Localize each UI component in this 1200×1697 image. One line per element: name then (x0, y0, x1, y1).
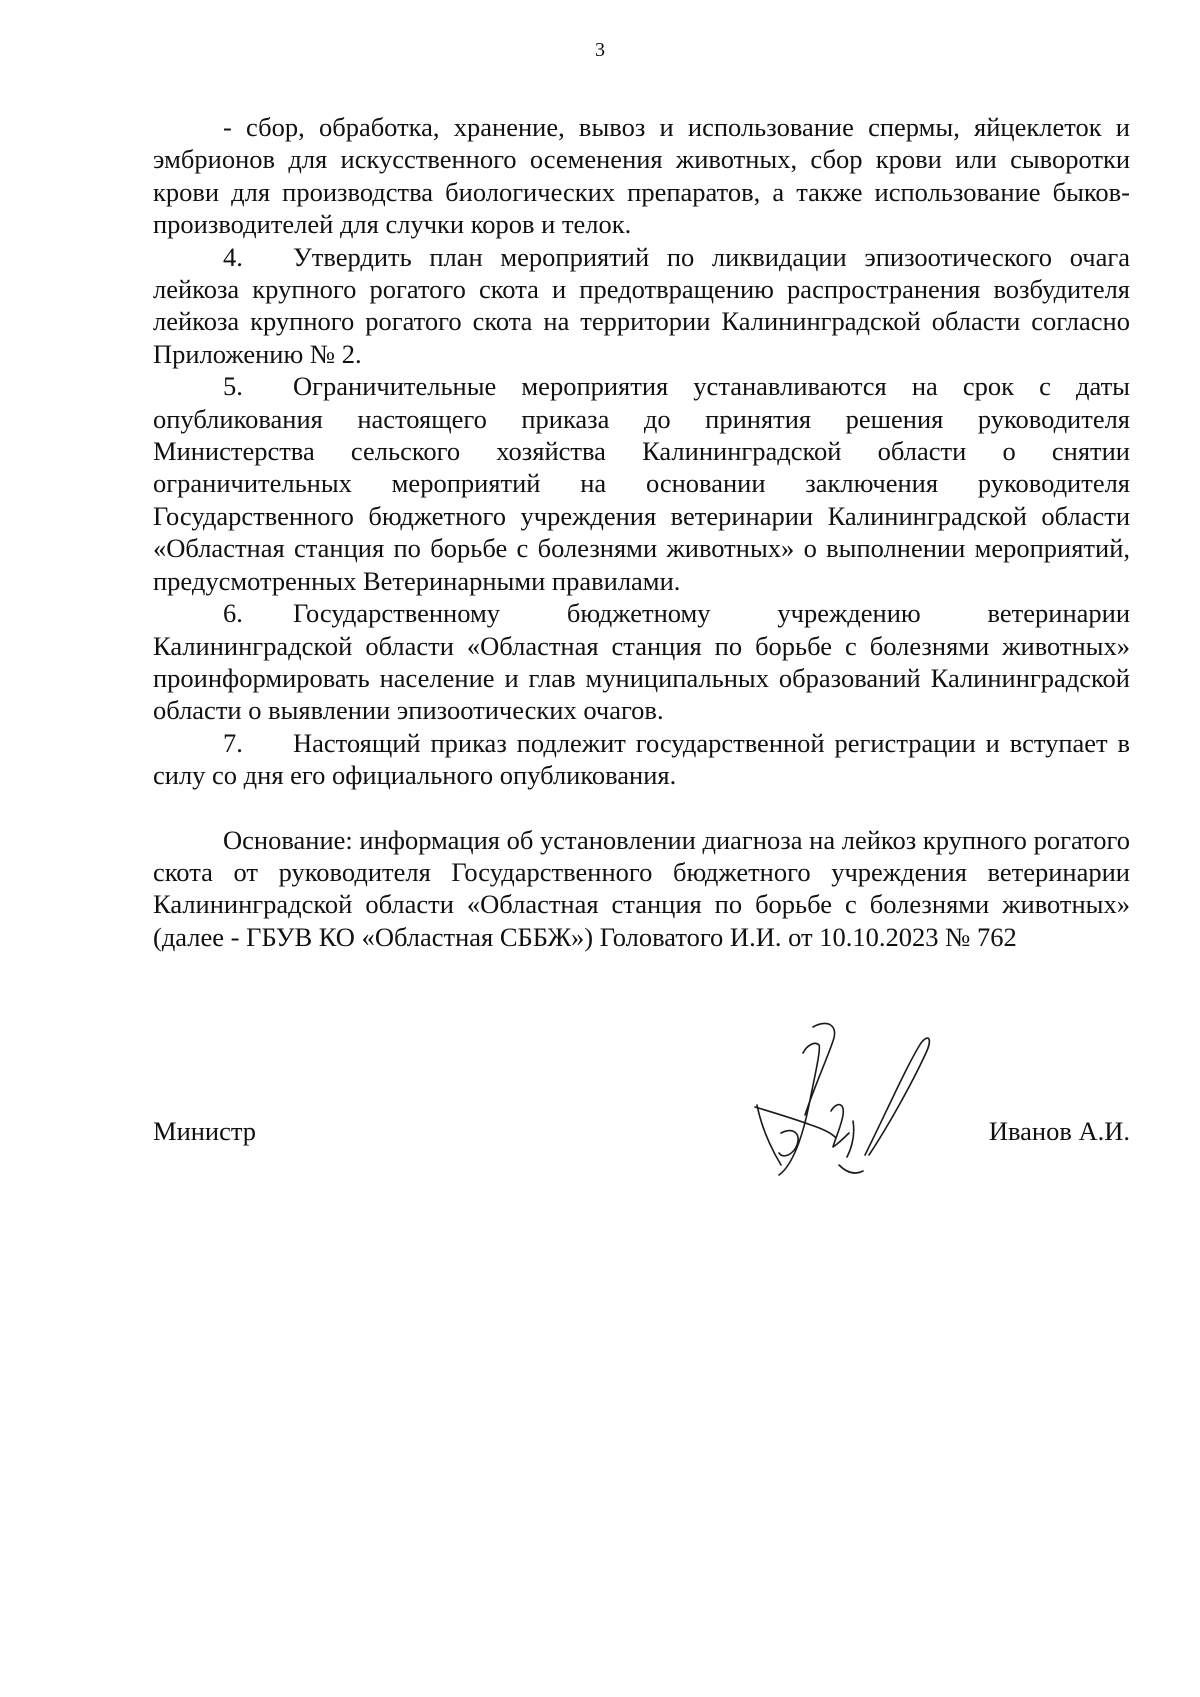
basis-paragraph: Основание: информация об установлении диагноза на лейкоз крупного рогатого скота от руководителя Государственного бюджетного учреждения ветеринарии Калининградской области «Областная станция по борьбе с болезнями животных» (далее - ГБУВ КО «Областная СББЖ») Головатого И.И. от 10.10.2023 № 762 (153, 824, 1130, 952)
paragraph-text: Государственному бюджетному учреждению ветеринарии Калининградской области «Областная станция по борьбе с болезнями животных» проинформировать население и глав муниципальных образований Калининградской области о выявлении эпизоотических очагов. (153, 598, 1130, 726)
paragraph-text: Утвердить план мероприятий по ликвидации эпизоотического очага лейкоза крупного рогатого скота и предотвращению распространения возбудителя лейкоза крупного рогатого скота на территории Калининградской области согласно Приложению № 2. (153, 241, 1130, 369)
paragraph-5 (153, 370, 1130, 597)
page-number: 3 (595, 39, 605, 61)
paragraph-text: - сбор, обработка, хранение, вывоз и использование спермы, яйцеклеток и эмбрионов для искусственного осеменения животных, сбор крови или сыворотки крови для производства биологических препаратов, а также использование быков-производителей для случки коров и телок. (153, 112, 1130, 240)
paragraph-6 (153, 597, 1130, 727)
paragraph-number: 6. (223, 598, 243, 629)
paragraph-number: 5. (223, 371, 243, 402)
document-body (153, 111, 1130, 953)
signature-block (153, 1115, 1130, 1155)
signer-name: Иванов А.И. (988, 1116, 1130, 1146)
paragraph-7 (153, 727, 1130, 792)
paragraph-bullet (153, 111, 1130, 241)
paragraph-4 (153, 241, 1130, 371)
paragraph-text: Настоящий приказ подлежит государственной регистрации и вступает в силу со дня его официального опубликования. (153, 727, 1130, 791)
paragraph-number: 4. (223, 241, 243, 272)
signer-title: Министр (153, 1116, 257, 1146)
paragraph-text: Ограничительные мероприятия устанавливаются на срок с даты опубликования настоящего приказа до принятия решения руководителя Министерства сельского хозяйства Калининградской области о снятии ограничительных мероприятий на основании заключения руководителя Государственного бюджетного учреждения ветеринарии Калининградской области «Областная станция по борьбе с болезнями животных» о выполнении мероприятий, предусмотренных Ветеринарными правилами. (153, 371, 1130, 596)
handwritten-signature (735, 1015, 950, 1190)
paragraph-number: 7. (223, 727, 243, 758)
